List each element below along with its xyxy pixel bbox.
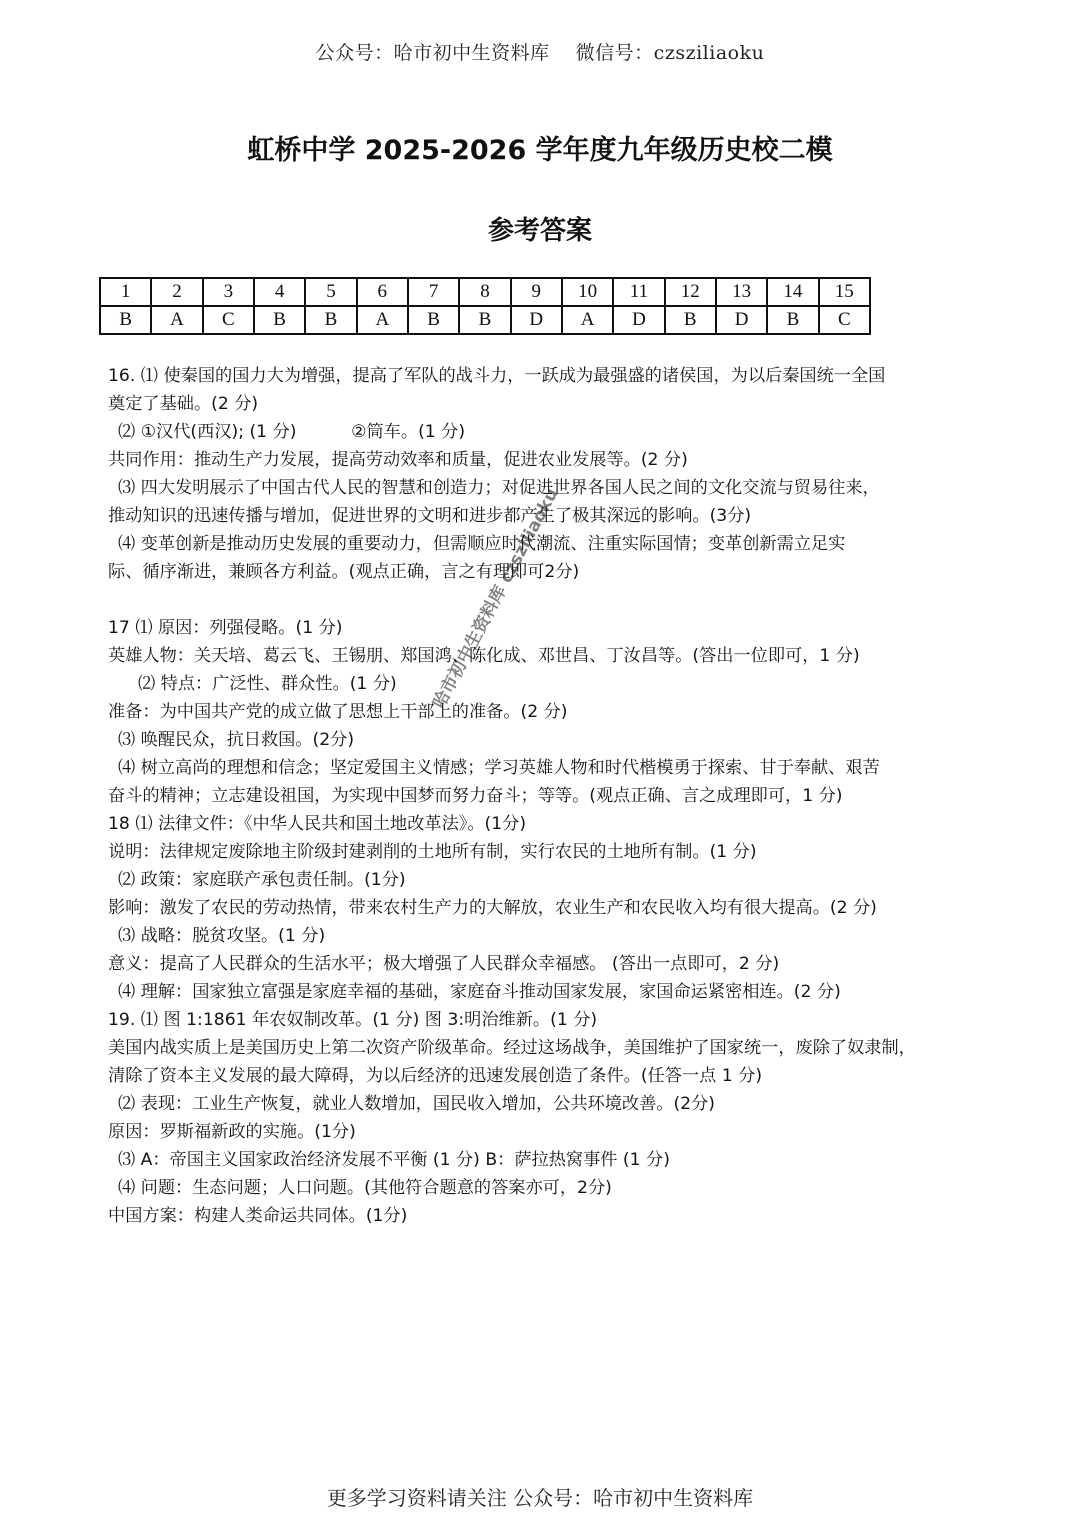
question-number-cell: 14 (767, 278, 818, 306)
answer-cell: A (562, 306, 613, 334)
page-footer: 更多学习资料请关注 公众号：哈市初中生资料库 (326, 1486, 754, 1510)
answer-line: ⑵ ①汉代(西汉); (1 分) ②筒车。(1 分) (118, 422, 466, 442)
answer-line: 19. ⑴ 图 1:1861 年农奴制改革。(1 分) 图 3:明治维新。(1 分) (108, 1010, 598, 1030)
answer-line: 中国方案：构建人类命运共同体。(1分) (108, 1206, 408, 1226)
answer-cell: B (100, 306, 151, 334)
answer-line: 原因：罗斯福新政的实施。(1分) (108, 1122, 356, 1142)
answer-line: 美国内战实质上是美国历史上第二次资产阶级革命。经过这场战争，美国维护了国家统一，废除了奴隶制， (108, 1038, 916, 1058)
answer-line: ⑷ 树立高尚的理想和信念；坚定爱国主义情感；学习英雄人物和时代楷模勇于探索、甘于奉献、艰苦 (118, 758, 880, 778)
answer-line: ⑵ 政策：家庭联产承包责任制。(1分) (118, 870, 406, 890)
answer-line: ⑶ 四大发明展示了中国古代人民的智慧和创造力；对促进世界各国人民之间的文化交流与贸易往来， (118, 478, 880, 498)
document-title: 虹桥中学 2025-2026 学年度九年级历史校二模 (247, 135, 833, 166)
answer-line: ⑷ 问题：生态问题；人口问题。(其他符合题意的答案亦可，2分) (118, 1178, 612, 1198)
answer-cell: B (254, 306, 305, 334)
answer-table-answer-row (100, 306, 870, 334)
page-header (0, 38, 1080, 65)
answer-line: ⑶ 唤醒民众，抗日救国。(2分) (118, 730, 355, 750)
question-number-cell: 10 (562, 278, 613, 306)
answer-line: 际、循序渐进，兼顾各方利益。(观点正确，言之有理即可2分) (108, 562, 580, 582)
answer-cell: A (357, 306, 408, 334)
answer-table (99, 277, 871, 335)
document-subtitle: 参考答案 (487, 216, 592, 246)
answer-line: ⑷ 理解：国家独立富强是家庭幸福的基础，家庭奋斗推动国家发展，家国命运紧密相连。(2 分) (118, 982, 841, 1002)
answer-line: ⑶ A：帝国主义国家政治经济发展不平衡 (1 分) B：萨拉热窝事件 (1 分) (118, 1150, 670, 1170)
answer-line: 16. ⑴ 使秦国的国力大为增强，提高了军队的战斗力，一跃成为最强盛的诸侯国，为以后秦国统一全国 (108, 366, 886, 386)
question-number-cell: 13 (716, 278, 767, 306)
question-number-cell: 11 (613, 278, 664, 306)
answer-cell: C (203, 306, 254, 334)
answer-cell: B (408, 306, 459, 334)
answer-cell: C (819, 306, 870, 334)
answer-cell: B (767, 306, 818, 334)
question-number-cell: 12 (665, 278, 716, 306)
answer-table-number-row (100, 278, 870, 306)
question-number-cell: 6 (357, 278, 408, 306)
answer-line: 准备：为中国共产党的成立做了思想上干部上的准备。(2 分) (108, 702, 568, 722)
answer-line: 奠定了基础。(2 分) (108, 394, 259, 414)
question-number-cell: 3 (203, 278, 254, 306)
question-number-cell: 9 (511, 278, 562, 306)
answer-line: 影响：激发了农民的劳动热情，带来农村生产力的大解放，农业生产和农民收入均有很大提高。(2 分) (108, 898, 877, 918)
question-number-cell: 8 (459, 278, 510, 306)
answer-line: 意义：提高了人民群众的生活水平；极大增强了人民群众幸福感。 (答出一点即可，2 分) (108, 954, 780, 974)
answer-line: ⑵ 特点：广泛性、群众性。(1 分) (138, 674, 397, 694)
answer-cell: D (511, 306, 562, 334)
answer-line: 共同作用：推动生产力发展，提高劳动效率和质量，促进农业发展等。(2 分) (108, 450, 688, 470)
question-number-cell: 2 (151, 278, 202, 306)
question-number-cell: 15 (819, 278, 870, 306)
answer-line: ⑷ 变革创新是推动历史发展的重要动力，但需顺应时代潮流、注重实际国情；变革创新需立足实 (118, 534, 846, 554)
question-number-cell: 1 (100, 278, 151, 306)
answer-cell: D (613, 306, 664, 334)
account-label: 公众号：哈市初中生资料库 (315, 42, 550, 64)
answer-cell: B (665, 306, 716, 334)
answer-cell: A (151, 306, 202, 334)
wechat-label: 微信号：czsziliaoku (575, 42, 765, 64)
answer-line: 18 ⑴ 法律文件：《中华人民共和国土地改革法》。(1分) (108, 814, 527, 834)
answer-cell: D (716, 306, 767, 334)
question-number-cell: 7 (408, 278, 459, 306)
answer-line: 清除了资本主义发展的最大障碍，为以后经济的迅速发展创造了条件。(任答一点 1 分) (108, 1066, 763, 1086)
answer-line: 说明：法律规定废除地主阶级封建剥削的土地所有制，实行农民的土地所有制。(1 分) (108, 842, 757, 862)
answer-line: 奋斗的精神；立志建设祖国，为实现中国梦而努力奋斗；等等。(观点正确、言之成理即可，1 分) (108, 786, 843, 806)
answer-cell: B (459, 306, 510, 334)
question-number-cell: 5 (305, 278, 356, 306)
answer-cell: B (305, 306, 356, 334)
blank-line (108, 586, 988, 614)
question-number-cell: 4 (254, 278, 305, 306)
answer-line: 17 ⑴ 原因：列强侵略。(1 分) (108, 618, 343, 638)
answer-line: ⑶ 战略：脱贫攻坚。(1 分) (118, 926, 326, 946)
answer-line: 英雄人物：关天培、葛云飞、王锡朋、郑国鸿、陈化成、邓世昌、丁汝昌等。(答出一位即可，1 分) (108, 646, 860, 666)
answer-line: 推动知识的迅速传播与增加，促进世界的文明和进步都产生了极其深远的影响。(3分) (108, 506, 752, 526)
diagonal-watermark: 哈市初中生资料库 czsziliaoku (429, 485, 563, 712)
answer-line: ⑵ 表现：工业生产恢复，就业人数增加，国民收入增加，公共环境改善。(2分) (118, 1094, 715, 1114)
